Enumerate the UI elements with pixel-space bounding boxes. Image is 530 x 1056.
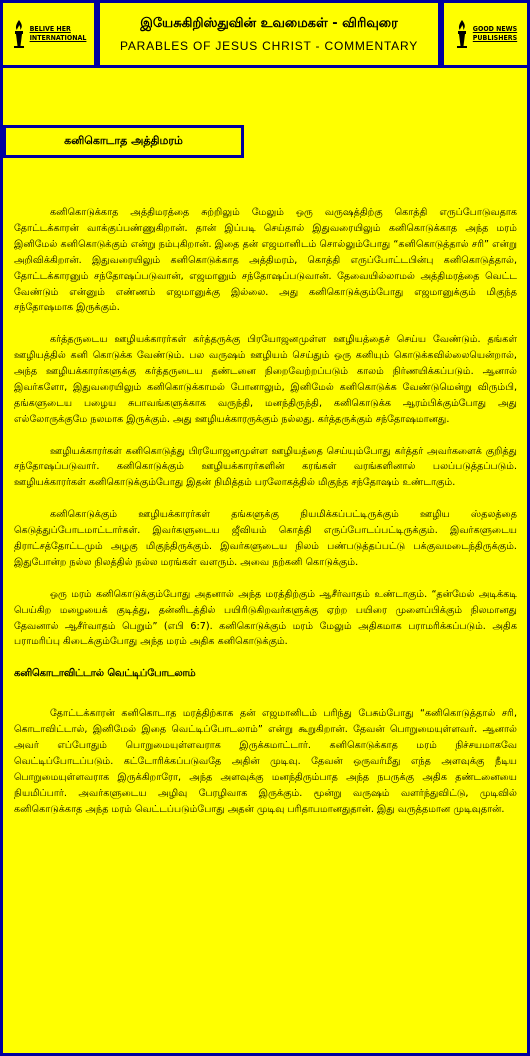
left-logo: [11, 19, 87, 49]
paragraph-5: ஒரு மரம் கனிகொடுக்கும்போது அதனால் அந்த மரத்திற்கும் ஆசீர்வாதம் உண்டாகும். “தன்மேல் அடிக்கடி பெய்கிற மழையைக் குடித்து, தன்னிடத்தில் பயிரிடுகிறவர்களுக்கு ஏற்ற பயிரை முளைப்பிக்கும் நிலமானது தேவனால் ஆசீர்வாதம் பெறும்” (எபி 6:7). கனிகொடுக்கும் மரம் மேலும் அதிகமாக பராமரிக்கப்படும். அதிக பராமரிப்பு கிடைக்கும்போது அந்த மரம் அதிக கனிகொடுக்கும்.: [14, 588, 517, 648]
content: [14, 205, 517, 833]
left-logo-line-1: BELIVE HER: [29, 25, 71, 33]
title-box: [97, 0, 441, 68]
paragraph-1: கனிகொடுக்காத அத்திமரத்தை சுற்றிலும் மேலும் ஒரு வருஷத்திற்கு கொத்தி எருப்போடுவதாக தோட்டக்காரன் வாக்குப்பண்ணுகிறான். தான் இப்படி செய்தால் இதுவரையிலும் கனிகொடுக்காத அந்த மரம் இனிமேல் கனிகொடுக்கும் என்று நம்புகிறான். இதை தன் எஜமானிடம் சொல்லும்போது “கனிகொடுத்தால் சரி” என்று அறிவிக்கிறான். இதுவரையிலும் கனிகொடுக்காத அத்திமரம், கொத்தி எருப்போட்டபின்பு கனிகொடுத்தால், தோட்டக்காரனும் சந்தோஷப்படுவான், எஜமானும் சந்தோஷப்படுவான். தேவையில்லாமல் அத்திமரத்தை வெட்ட வேண்டும் என்னும் எண்ணம் எஜமானுக்கு இல்லை. அது கனிகொடுக்கும்போது எஜமானுக்கும் மிகுந்த சந்தோஷமாக இருக்கும்.: [14, 207, 517, 314]
right-logo-box: [441, 0, 530, 68]
left-logo-text: [30, 25, 87, 43]
torch-icon: [11, 19, 27, 49]
title-english: PARABLES OF JESUS CHRIST - COMMENTARY: [119, 38, 419, 53]
right-logo-line-1: GOOD NEWS: [472, 25, 518, 33]
subheading: கனிகொடாவிட்டால் வெட்டிப்போடலாம்: [14, 668, 196, 680]
right-logo-line-2: PUBLISHERS: [472, 34, 518, 42]
left-logo-box: [0, 0, 97, 68]
left-logo-line-2: INTERNATIONAL: [29, 34, 87, 42]
title-tamil: இயேசுகிறிஸ்துவின் உவமைகள் - விரிவுரை: [140, 15, 398, 31]
header: [0, 0, 530, 68]
paragraph-3: ஊழியக்காரர்கள் கனிகொடுத்து பிரயோஜனமுள்ள ஊழியத்தை செய்யும்போது கர்த்தர் அவர்களைக் குறித்து சந்தோஷப்படுவார். கனிகொடுக்கும் ஊழியக்காரர்களின் கரங்கள் வரங்களினால் பலப்படுத்தப்படும். ஊழியக்காரர்கள் கனிகொடுக்கும்போது இதன் நிமித்தம் பரலோகத்தில் மிகுந்த சந்தோஷம் உண்டாகும்.: [14, 445, 517, 489]
paragraph-6: தோட்டக்காரன் கனிகொடாத மரத்திற்காக தன் எஜமானிடம் பரிந்து பேசும்போது “கனிகொடுத்தால் சரி, கொடாவிட்டால், இனிமேல் இதை வெட்டிப்போடலாம்” என்று கூறுகிறான். தேவன் பொறுமையுள்ளவர். ஆனால் அவர் எப்போதும் பொறுமையுள்ளவராக இருக்கமாட்டார். கனிகொடுக்காத மரம் நிச்சயமாகவே வெட்டிப்போடப்படும். கட்டோரிக்கப்படுவதே அதின் முடிவு. தேவன் ஒருவர்மீது எந்த அளவுக்கு நீடிய பொறுமையுள்ளவராக இருக்கிறாரோ, அந்த அளவுக்கு மனந்திரும்பாத அந்த நபருக்கு அதிக தண்டனையை நியமிப்பார். அவர்களுடைய அழிவு பேரழிவாக இருக்கும். மூன்று வருஷம் வளர்ந்துவிட்டு, முடிவில் கனிகொடுக்காத அந்த மரம் வெட்டப்படும்போது அதன் முடிவு பரிதாபமானதுதான். இது வருத்தமான முடிவுதான்.: [14, 708, 517, 815]
paragraph-2: கர்த்தருடைய ஊழியக்காரர்கள் கர்த்தருக்கு பிரயோஜனமுள்ள ஊழியத்தைச் செய்ய வேண்டும். தங்கள் ஊழியத்தில் கனி கொடுக்க வேண்டும். பல வருஷம் ஊழியம் செய்தும் ஒரு கனியும் கொடுக்கவில்லையென்றால், அந்த ஊழியக்காரர்களுக்கு கர்த்தருடைய தண்டனை நிறைவேற்றப்படும் காலம் நிர்ணயிக்கப்படும். ஆனால் இவர்களோ, இதுவரையிலும் கனிகொடுக்காமல் போனாலும், இனிமேல் கனிகொடுக்க வேண்டுமென்று விரும்பி, தங்களுடைய பழைய சுபாவங்களுக்காக வருந்தி, மனந்திருந்தி, கனிகொடுக்க ஆரம்பிக்கும்போது அது எல்லோருக்குமே நலமாக இருக்கும். அது ஊழியக்காரருக்கும் நல்லது. கர்த்தருக்கும் சந்தோஷமானது.: [14, 334, 517, 425]
right-logo-text: [473, 25, 517, 43]
paragraph-4: கனிகொடுக்கும் ஊழியக்காரர்கள் தங்களுக்கு நியமிக்கப்பட்டிருக்கும் ஊழிய ஸ்தலத்தை கெடுத்துப்போடமாட்டார்கள். இவர்களுடைய ஜீவியம் கொத்தி எருப்போடப்பட்டிருக்கும். இவர்களுடைய திராட்சத்தோட்டமும் அழகு மிகுந்திருக்கும். இவர்களுடைய நிலம் பண்படுத்தப்பட்டு பக்குவமடைந்திருக்கும். இதுபோன்ற நல்ல நிலத்தில் நல்ல மரங்கள் வளரும். அவை நற்கனி கொடுக்கும்.: [14, 509, 517, 568]
right-logo: [454, 19, 517, 49]
section-title: கனிகொடாத அத்திமரம்: [3, 125, 244, 158]
torch-icon: [454, 19, 470, 49]
